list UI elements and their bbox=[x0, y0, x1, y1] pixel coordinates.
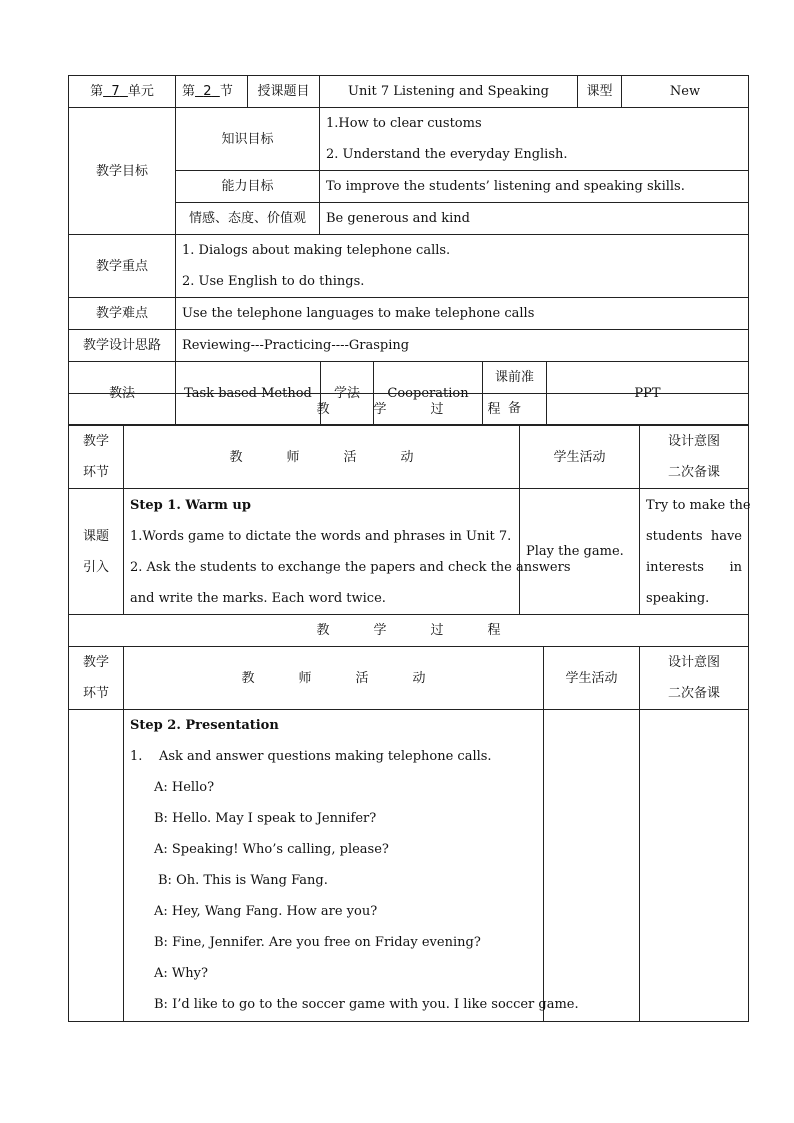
emotion-value: Be generous and kind bbox=[320, 203, 749, 235]
presentation-student bbox=[544, 710, 640, 1022]
knowledge-line: 2. Understand the everyday English. bbox=[326, 147, 568, 162]
type-label: 课型 bbox=[578, 76, 622, 108]
stage-intro: 课题 引入 bbox=[69, 489, 124, 615]
lesson-plan-focus-table bbox=[68, 234, 749, 362]
student-activity-header: 学生活动 bbox=[520, 426, 640, 489]
teacher-activity-header: 教 师 活 动 bbox=[124, 426, 520, 489]
key-points-label: 教学重点 bbox=[69, 235, 176, 298]
emotion-label: 情感、态度、价值观 bbox=[176, 203, 320, 235]
knowledge-line: 1.How to clear customs bbox=[326, 116, 482, 131]
dialog-line: A: Why? bbox=[154, 966, 208, 981]
dialog-line: A: Hello? bbox=[154, 780, 215, 795]
knowledge-label: 知识目标 bbox=[176, 108, 320, 171]
topic-label: 授课题目 bbox=[248, 76, 320, 108]
content-line: 1.Words game to dictate the words and phrases in Unit 7. bbox=[130, 528, 512, 544]
dialog-line: B: Oh. This is Wang Fang. bbox=[158, 873, 328, 888]
knowledge-value bbox=[320, 108, 749, 171]
type-value: New bbox=[622, 76, 749, 108]
warmup-student: Play the game. bbox=[520, 489, 640, 615]
content-line: and write the marks. Each word twice. bbox=[130, 590, 386, 606]
warmup-intent: Try to make the students have interests in speaking. bbox=[640, 489, 749, 615]
dialog-line: A: Hey, Wang Fang. How are you? bbox=[154, 904, 378, 919]
stage-presentation bbox=[69, 710, 124, 1022]
process-table-2 bbox=[68, 614, 749, 1022]
key-point-line: 1. Dialogs about making telephone calls. bbox=[182, 243, 451, 258]
presentation-content bbox=[124, 710, 579, 1022]
difficulty-value: Use the telephone languages to make telephone calls bbox=[176, 298, 749, 330]
dialog-line: A: Speaking! Who’s calling, please? bbox=[154, 842, 389, 857]
dialog-line: B: I’d like to go to the soccer game with you. I like soccer game. bbox=[154, 997, 579, 1012]
process-table-1 bbox=[68, 393, 749, 615]
process-title: 教 学 过 程 bbox=[69, 615, 749, 647]
student-activity-header: 学生活动 bbox=[544, 647, 640, 710]
ability-label: 能力目标 bbox=[176, 171, 320, 203]
prep-value: PPT bbox=[547, 362, 749, 425]
unit-cell: 第 7 单元 bbox=[69, 76, 176, 108]
prep-label: 课前准备 bbox=[483, 362, 547, 425]
learn-method-label: 学法 bbox=[321, 362, 374, 425]
key-point-line: 2. Use English to do things. bbox=[182, 274, 365, 289]
design-label: 教学设计思路 bbox=[69, 330, 176, 362]
difficulty-label: 教学难点 bbox=[69, 298, 176, 330]
teacher-activity-header: 教 师 活 动 bbox=[124, 647, 544, 710]
design-intent-header: 设计意图 二次备课 bbox=[640, 426, 749, 489]
key-points-value bbox=[176, 235, 749, 298]
process-title: 教 学 过 程 bbox=[69, 394, 749, 426]
presentation-intent bbox=[640, 710, 749, 1022]
content-line: 1. Ask and answer questions making telephone calls. bbox=[130, 749, 492, 764]
warmup-content bbox=[124, 489, 571, 615]
learn-method-value: Cooperation bbox=[374, 362, 483, 425]
content-line: 2. Ask the students to exchange the papers and check the answers bbox=[130, 559, 571, 575]
objectives-label: 教学目标 bbox=[69, 108, 176, 235]
stage-header: 教学 环节 bbox=[69, 426, 124, 489]
section-cell: 第 2 节 bbox=[176, 76, 248, 108]
design-intent-header: 设计意图 二次备课 bbox=[640, 647, 749, 710]
stage-header: 教学 环节 bbox=[69, 647, 124, 710]
teach-method-label: 教法 bbox=[69, 362, 176, 425]
dialog-line: B: Fine, Jennifer. Are you free on Friday evening? bbox=[154, 935, 481, 950]
step-title: Step 1. Warm up bbox=[130, 497, 251, 513]
ability-value: To improve the students’ listening and speaking skills. bbox=[320, 171, 749, 203]
dialog-line: B: Hello. May I speak to Jennifer? bbox=[154, 811, 377, 826]
design-value: Reviewing---Practicing----Grasping bbox=[176, 330, 749, 362]
topic-value: Unit 7 Listening and Speaking bbox=[320, 76, 578, 108]
step-title: Step 2. Presentation bbox=[130, 718, 279, 733]
lesson-plan-header-table bbox=[68, 75, 749, 235]
teach-method-value: Task-based Method bbox=[176, 362, 321, 425]
